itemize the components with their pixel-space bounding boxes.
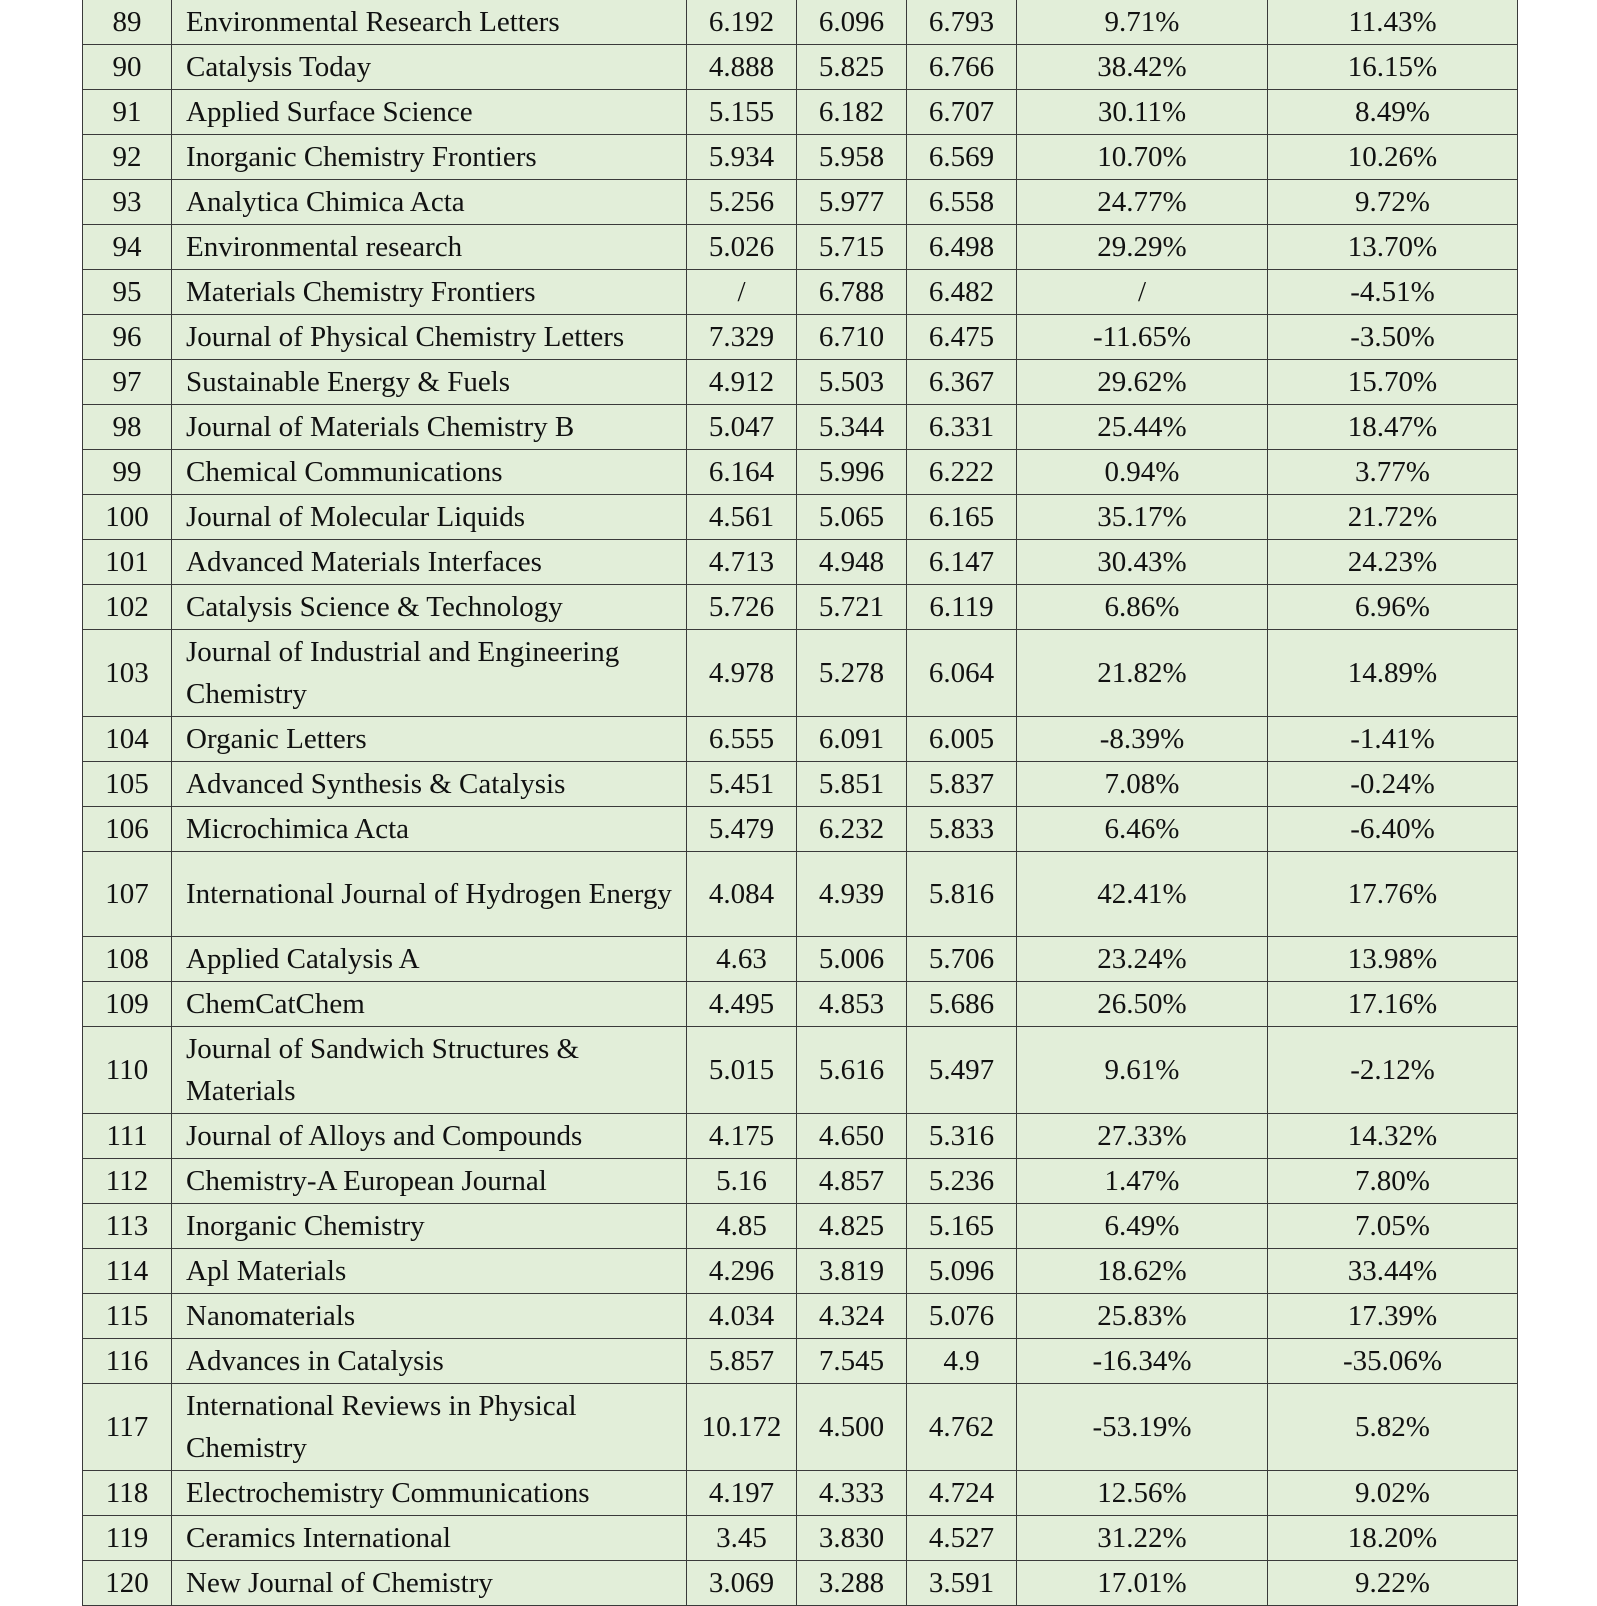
table-row [83, 630, 1518, 717]
value-cell-3: 6.222 [907, 450, 1017, 495]
rank-cell: 112 [83, 1159, 172, 1204]
journal-name-cell: Advanced Synthesis & Catalysis [172, 762, 687, 807]
value-cell-3: 6.707 [907, 90, 1017, 135]
value-cell-1: 5.857 [687, 1339, 797, 1384]
percent-change-cell-1: 10.70% [1017, 135, 1268, 180]
percent-change-cell-1: 6.86% [1017, 585, 1268, 630]
percent-change-cell-1: 17.01% [1017, 1561, 1268, 1606]
percent-change-cell-1: 30.11% [1017, 90, 1268, 135]
value-cell-3: 6.005 [907, 717, 1017, 762]
value-cell-2: 5.065 [797, 495, 907, 540]
rank-cell: 110 [83, 1027, 172, 1114]
percent-change-cell-1: 12.56% [1017, 1471, 1268, 1516]
percent-change-cell-2: 10.26% [1268, 135, 1518, 180]
percent-change-cell-2: 13.98% [1268, 937, 1518, 982]
rank-cell: 117 [83, 1384, 172, 1471]
table-row [83, 45, 1518, 90]
journal-name-cell: Advanced Materials Interfaces [172, 540, 687, 585]
value-cell-3: 5.706 [907, 937, 1017, 982]
rank-cell: 102 [83, 585, 172, 630]
value-cell-2: 4.324 [797, 1294, 907, 1339]
value-cell-2: 6.788 [797, 270, 907, 315]
percent-change-cell-1: 24.77% [1017, 180, 1268, 225]
table-row [83, 762, 1518, 807]
percent-change-cell-1: 18.62% [1017, 1249, 1268, 1294]
percent-change-cell-1: 6.49% [1017, 1204, 1268, 1249]
value-cell-1: 5.015 [687, 1027, 797, 1114]
journal-name-cell: International Journal of Hydrogen Energy [172, 852, 687, 937]
percent-change-cell-2: 5.82% [1268, 1384, 1518, 1471]
value-cell-3: 5.816 [907, 852, 1017, 937]
value-cell-1: 4.912 [687, 360, 797, 405]
percent-change-cell-1: -11.65% [1017, 315, 1268, 360]
value-cell-1: 4.561 [687, 495, 797, 540]
table-row [83, 135, 1518, 180]
value-cell-2: 5.715 [797, 225, 907, 270]
rank-cell: 118 [83, 1471, 172, 1516]
journal-name-cell: Journal of Alloys and Compounds [172, 1114, 687, 1159]
rank-cell: 99 [83, 450, 172, 495]
value-cell-2: 5.996 [797, 450, 907, 495]
percent-change-cell-2: -6.40% [1268, 807, 1518, 852]
value-cell-3: 4.527 [907, 1516, 1017, 1561]
rank-cell: 120 [83, 1561, 172, 1606]
value-cell-1: 5.451 [687, 762, 797, 807]
table-row [83, 1561, 1518, 1606]
rank-cell: 93 [83, 180, 172, 225]
rank-cell: 89 [83, 0, 172, 45]
percent-change-cell-1: 42.41% [1017, 852, 1268, 937]
percent-change-cell-2: 21.72% [1268, 495, 1518, 540]
value-cell-1: 5.256 [687, 180, 797, 225]
table-row [83, 180, 1518, 225]
percent-change-cell-1: 7.08% [1017, 762, 1268, 807]
rank-cell: 97 [83, 360, 172, 405]
value-cell-2: 6.232 [797, 807, 907, 852]
percent-change-cell-2: 7.80% [1268, 1159, 1518, 1204]
percent-change-cell-2: 3.77% [1268, 450, 1518, 495]
value-cell-1: 7.329 [687, 315, 797, 360]
journal-name-cell: Analytica Chimica Acta [172, 180, 687, 225]
value-cell-3: 5.165 [907, 1204, 1017, 1249]
journal-name-cell: Journal of Physical Chemistry Letters [172, 315, 687, 360]
journal-name-cell: International Reviews in Physical Chemistry [172, 1384, 687, 1471]
percent-change-cell-1: -53.19% [1017, 1384, 1268, 1471]
value-cell-2: 3.830 [797, 1516, 907, 1561]
value-cell-1: 3.45 [687, 1516, 797, 1561]
value-cell-3: 4.724 [907, 1471, 1017, 1516]
table-row [83, 1249, 1518, 1294]
value-cell-3: 4.762 [907, 1384, 1017, 1471]
table-row [83, 0, 1518, 45]
journal-name-cell: ChemCatChem [172, 982, 687, 1027]
table-row [83, 315, 1518, 360]
value-cell-2: 3.288 [797, 1561, 907, 1606]
percent-change-cell-2: 24.23% [1268, 540, 1518, 585]
value-cell-2: 5.721 [797, 585, 907, 630]
percent-change-cell-2: 9.02% [1268, 1471, 1518, 1516]
journal-name-cell: Applied Surface Science [172, 90, 687, 135]
value-cell-2: 4.939 [797, 852, 907, 937]
value-cell-3: 6.165 [907, 495, 1017, 540]
value-cell-3: 6.367 [907, 360, 1017, 405]
value-cell-1: 4.175 [687, 1114, 797, 1159]
table-row [83, 1204, 1518, 1249]
value-cell-1: 4.495 [687, 982, 797, 1027]
table-row [83, 540, 1518, 585]
table-row [83, 1027, 1518, 1114]
percent-change-cell-1: 29.29% [1017, 225, 1268, 270]
value-cell-1: 5.155 [687, 90, 797, 135]
percent-change-cell-2: 16.15% [1268, 45, 1518, 90]
journal-name-cell: Journal of Industrial and Engineering Chemistry [172, 630, 687, 717]
percent-change-cell-2: -35.06% [1268, 1339, 1518, 1384]
value-cell-3: 5.686 [907, 982, 1017, 1027]
table-row [83, 1114, 1518, 1159]
percent-change-cell-2: 7.05% [1268, 1204, 1518, 1249]
percent-change-cell-2: 8.49% [1268, 90, 1518, 135]
percent-change-cell-1: 9.61% [1017, 1027, 1268, 1114]
percent-change-cell-1: 31.22% [1017, 1516, 1268, 1561]
percent-change-cell-1: 9.71% [1017, 0, 1268, 45]
percent-change-cell-2: 14.89% [1268, 630, 1518, 717]
value-cell-3: 6.558 [907, 180, 1017, 225]
journal-name-cell: Microchimica Acta [172, 807, 687, 852]
value-cell-3: 4.9 [907, 1339, 1017, 1384]
journal-name-cell: Nanomaterials [172, 1294, 687, 1339]
table-row [83, 450, 1518, 495]
journal-name-cell: Environmental Research Letters [172, 0, 687, 45]
value-cell-2: 4.825 [797, 1204, 907, 1249]
table-row [83, 852, 1518, 937]
rank-cell: 116 [83, 1339, 172, 1384]
value-cell-2: 3.819 [797, 1249, 907, 1294]
value-cell-2: 5.278 [797, 630, 907, 717]
value-cell-3: 6.793 [907, 0, 1017, 45]
journal-name-cell: Sustainable Energy & Fuels [172, 360, 687, 405]
value-cell-3: 5.497 [907, 1027, 1017, 1114]
value-cell-1: 5.16 [687, 1159, 797, 1204]
rank-cell: 105 [83, 762, 172, 807]
table-row [83, 360, 1518, 405]
table-body [83, 0, 1518, 1606]
value-cell-2: 4.948 [797, 540, 907, 585]
journal-name-cell: Inorganic Chemistry Frontiers [172, 135, 687, 180]
value-cell-2: 5.344 [797, 405, 907, 450]
value-cell-1: 5.026 [687, 225, 797, 270]
percent-change-cell-1: 25.44% [1017, 405, 1268, 450]
value-cell-1: 10.172 [687, 1384, 797, 1471]
value-cell-2: 7.545 [797, 1339, 907, 1384]
journal-name-cell: Apl Materials [172, 1249, 687, 1294]
percent-change-cell-2: 17.76% [1268, 852, 1518, 937]
percent-change-cell-1: 1.47% [1017, 1159, 1268, 1204]
table-row [83, 1159, 1518, 1204]
value-cell-2: 6.710 [797, 315, 907, 360]
value-cell-3: 6.498 [907, 225, 1017, 270]
table-row [83, 585, 1518, 630]
rank-cell: 96 [83, 315, 172, 360]
value-cell-2: 4.333 [797, 1471, 907, 1516]
rank-cell: 100 [83, 495, 172, 540]
percent-change-cell-2: 9.22% [1268, 1561, 1518, 1606]
table-row [83, 717, 1518, 762]
value-cell-3: 3.591 [907, 1561, 1017, 1606]
percent-change-cell-1: -8.39% [1017, 717, 1268, 762]
percent-change-cell-1: 23.24% [1017, 937, 1268, 982]
value-cell-1: 5.934 [687, 135, 797, 180]
table-row [83, 1339, 1518, 1384]
value-cell-1: 5.047 [687, 405, 797, 450]
rank-cell: 104 [83, 717, 172, 762]
table-row [83, 982, 1518, 1027]
percent-change-cell-2: 14.32% [1268, 1114, 1518, 1159]
rank-cell: 113 [83, 1204, 172, 1249]
value-cell-3: 6.482 [907, 270, 1017, 315]
value-cell-2: 5.006 [797, 937, 907, 982]
percent-change-cell-2: -2.12% [1268, 1027, 1518, 1114]
rank-cell: 107 [83, 852, 172, 937]
percent-change-cell-2: -4.51% [1268, 270, 1518, 315]
rank-cell: 92 [83, 135, 172, 180]
percent-change-cell-2: 9.72% [1268, 180, 1518, 225]
journal-name-cell: Ceramics International [172, 1516, 687, 1561]
percent-change-cell-1: 0.94% [1017, 450, 1268, 495]
percent-change-cell-1: 27.33% [1017, 1114, 1268, 1159]
journal-name-cell: Catalysis Today [172, 45, 687, 90]
journal-name-cell: Inorganic Chemistry [172, 1204, 687, 1249]
rank-cell: 109 [83, 982, 172, 1027]
value-cell-2: 4.500 [797, 1384, 907, 1471]
value-cell-3: 6.064 [907, 630, 1017, 717]
journal-name-cell: Organic Letters [172, 717, 687, 762]
percent-change-cell-2: 6.96% [1268, 585, 1518, 630]
table-row [83, 937, 1518, 982]
value-cell-3: 6.766 [907, 45, 1017, 90]
value-cell-1: 4.63 [687, 937, 797, 982]
percent-change-cell-1: 30.43% [1017, 540, 1268, 585]
value-cell-1: 4.034 [687, 1294, 797, 1339]
journal-impact-table [82, 0, 1518, 1606]
table-row [83, 270, 1518, 315]
percent-change-cell-1: 29.62% [1017, 360, 1268, 405]
value-cell-3: 5.236 [907, 1159, 1017, 1204]
table-row [83, 90, 1518, 135]
percent-change-cell-2: 17.16% [1268, 982, 1518, 1027]
percent-change-cell-2: 11.43% [1268, 0, 1518, 45]
table-row [83, 807, 1518, 852]
percent-change-cell-1: 6.46% [1017, 807, 1268, 852]
percent-change-cell-2: 15.70% [1268, 360, 1518, 405]
value-cell-1: 6.555 [687, 717, 797, 762]
rank-cell: 94 [83, 225, 172, 270]
rank-cell: 115 [83, 1294, 172, 1339]
value-cell-2: 6.182 [797, 90, 907, 135]
value-cell-3: 5.316 [907, 1114, 1017, 1159]
journal-name-cell: Journal of Sandwich Structures & Materials [172, 1027, 687, 1114]
percent-change-cell-1: / [1017, 270, 1268, 315]
journal-name-cell: Chemical Communications [172, 450, 687, 495]
percent-change-cell-1: 35.17% [1017, 495, 1268, 540]
value-cell-3: 6.119 [907, 585, 1017, 630]
value-cell-1: 3.069 [687, 1561, 797, 1606]
rank-cell: 101 [83, 540, 172, 585]
percent-change-cell-2: -1.41% [1268, 717, 1518, 762]
rank-cell: 95 [83, 270, 172, 315]
rank-cell: 119 [83, 1516, 172, 1561]
percent-change-cell-2: -0.24% [1268, 762, 1518, 807]
percent-change-cell-2: 18.20% [1268, 1516, 1518, 1561]
value-cell-3: 5.076 [907, 1294, 1017, 1339]
journal-name-cell: Materials Chemistry Frontiers [172, 270, 687, 315]
journal-name-cell: Applied Catalysis A [172, 937, 687, 982]
journal-name-cell: Journal of Molecular Liquids [172, 495, 687, 540]
value-cell-2: 4.650 [797, 1114, 907, 1159]
table-row [83, 1294, 1518, 1339]
value-cell-1: 6.164 [687, 450, 797, 495]
value-cell-2: 5.958 [797, 135, 907, 180]
value-cell-2: 5.616 [797, 1027, 907, 1114]
value-cell-2: 4.857 [797, 1159, 907, 1204]
rank-cell: 108 [83, 937, 172, 982]
value-cell-3: 6.331 [907, 405, 1017, 450]
percent-change-cell-2: -3.50% [1268, 315, 1518, 360]
value-cell-2: 4.853 [797, 982, 907, 1027]
percent-change-cell-2: 33.44% [1268, 1249, 1518, 1294]
value-cell-1: 4.296 [687, 1249, 797, 1294]
percent-change-cell-2: 18.47% [1268, 405, 1518, 450]
value-cell-1: 4.713 [687, 540, 797, 585]
value-cell-2: 6.096 [797, 0, 907, 45]
percent-change-cell-1: 21.82% [1017, 630, 1268, 717]
value-cell-1: / [687, 270, 797, 315]
percent-change-cell-1: 25.83% [1017, 1294, 1268, 1339]
journal-impact-table-container [82, 0, 1517, 1606]
value-cell-3: 6.569 [907, 135, 1017, 180]
value-cell-1: 4.888 [687, 45, 797, 90]
value-cell-1: 4.85 [687, 1204, 797, 1249]
journal-name-cell: Journal of Materials Chemistry B [172, 405, 687, 450]
percent-change-cell-1: -16.34% [1017, 1339, 1268, 1384]
rank-cell: 111 [83, 1114, 172, 1159]
value-cell-1: 5.479 [687, 807, 797, 852]
rank-cell: 90 [83, 45, 172, 90]
percent-change-cell-1: 38.42% [1017, 45, 1268, 90]
table-row [83, 405, 1518, 450]
value-cell-3: 5.837 [907, 762, 1017, 807]
value-cell-1: 5.726 [687, 585, 797, 630]
value-cell-3: 6.147 [907, 540, 1017, 585]
table-row [83, 225, 1518, 270]
rank-cell: 91 [83, 90, 172, 135]
table-row [83, 1471, 1518, 1516]
value-cell-3: 5.833 [907, 807, 1017, 852]
value-cell-1: 4.978 [687, 630, 797, 717]
value-cell-1: 6.192 [687, 0, 797, 45]
value-cell-2: 5.503 [797, 360, 907, 405]
value-cell-1: 4.197 [687, 1471, 797, 1516]
journal-name-cell: Catalysis Science & Technology [172, 585, 687, 630]
rank-cell: 103 [83, 630, 172, 717]
journal-name-cell: Advances in Catalysis [172, 1339, 687, 1384]
value-cell-2: 6.091 [797, 717, 907, 762]
journal-name-cell: Electrochemistry Communications [172, 1471, 687, 1516]
value-cell-3: 6.475 [907, 315, 1017, 360]
table-row [83, 1384, 1518, 1471]
value-cell-2: 5.825 [797, 45, 907, 90]
value-cell-2: 5.851 [797, 762, 907, 807]
table-row [83, 495, 1518, 540]
rank-cell: 106 [83, 807, 172, 852]
journal-name-cell: New Journal of Chemistry [172, 1561, 687, 1606]
table-row [83, 1516, 1518, 1561]
value-cell-2: 5.977 [797, 180, 907, 225]
value-cell-3: 5.096 [907, 1249, 1017, 1294]
value-cell-1: 4.084 [687, 852, 797, 937]
percent-change-cell-2: 17.39% [1268, 1294, 1518, 1339]
journal-name-cell: Chemistry-A European Journal [172, 1159, 687, 1204]
percent-change-cell-1: 26.50% [1017, 982, 1268, 1027]
percent-change-cell-2: 13.70% [1268, 225, 1518, 270]
journal-name-cell: Environmental research [172, 225, 687, 270]
rank-cell: 98 [83, 405, 172, 450]
rank-cell: 114 [83, 1249, 172, 1294]
